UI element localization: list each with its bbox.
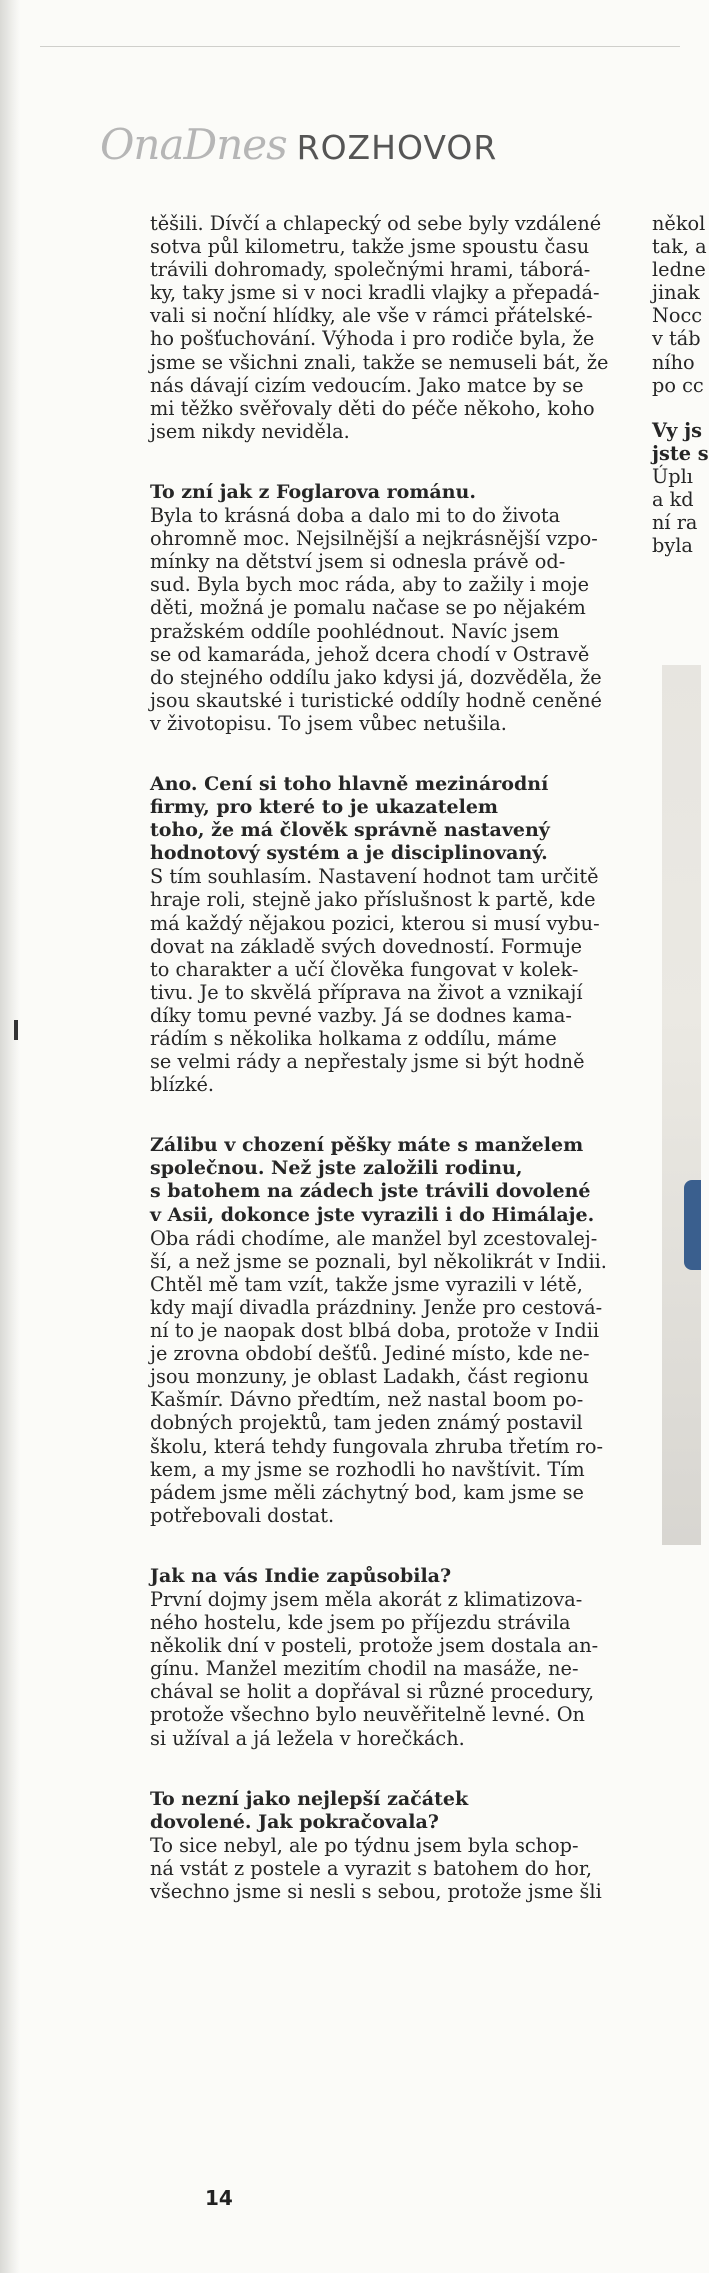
text-line: to charakter a učí člověka fungovat v kolek-: [150, 957, 579, 981]
clipped-text-line: tak, a: [652, 235, 707, 259]
top-rule: [40, 46, 680, 47]
text-line: sud. Byla bych moc ráda, aby to zažily i moje: [150, 573, 590, 597]
text-line: hraje roli, stejně jako příslušnost k partě, kde: [150, 888, 596, 912]
interview-answer: [150, 212, 657, 443]
text-line: jsme se všichni znali, takže se nemuseli bát, že: [150, 350, 609, 374]
interview-question: [150, 481, 657, 504]
text-line: školu, která tehdy fungovala zhruba třetím ro-: [150, 1434, 603, 1458]
text-line: jsou monzuny, je oblast Ladakh, část regionu: [150, 1365, 589, 1389]
text-line: ho pošťuchování. Výhoda i pro rodiče byla, že: [150, 327, 595, 351]
page-header: [100, 120, 497, 180]
text-line: ší, a než jsme se poznali, byl několikrát v Indii.: [150, 1249, 607, 1273]
text-line: Ano. Cení si toho hlavně mezinárodní: [150, 772, 549, 795]
interview-question: [150, 773, 657, 865]
clipped-text-line: a kd: [652, 488, 694, 512]
interview-question: [150, 1134, 657, 1226]
text-line: ná vstát z postele a vyrazit s batohem do hor,: [150, 1856, 593, 1880]
text-line: se od kamaráda, jehož dcera chodí v Ostravě: [150, 642, 590, 666]
interview-answer: [150, 1227, 657, 1527]
text-line: ného hostelu, kde jsem po příjezdu strávila: [150, 1611, 571, 1635]
text-line: pražském oddíle poohlédnout. Navíc jsem: [150, 619, 560, 643]
text-line: Chtěl mě tam vzít, takže jsme vyrazili v létě,: [150, 1272, 583, 1296]
text-line: firmy, pro které to je ukazatelem: [150, 796, 499, 819]
photo-detail: [684, 1180, 701, 1270]
clipped-text-line: byla: [652, 534, 693, 558]
text-line: dovat na základě svých dovedností. Formuje: [150, 934, 583, 958]
clipped-text-line: jinak: [652, 281, 700, 305]
text-line: těšili. Dívčí a chlapecký od sebe byly vzdálené: [150, 212, 602, 235]
text-line: mínky na dětství jsem si odnesla právě od-: [150, 550, 566, 574]
text-line: několik dní v posteli, protože jsem dostala an-: [150, 1634, 599, 1658]
interview-answer: [150, 504, 657, 735]
main-article-column: [150, 212, 657, 1903]
text-line: s batohem na zádech jste trávili dovolené: [150, 1180, 591, 1203]
text-line: Zálibu v chození pěšky máte s manželem: [150, 1134, 584, 1157]
text-line: dovolené. Jak pokračovala?: [150, 1810, 439, 1833]
text-line: vali si noční hlídky, ale vše v rámci přátelské-: [150, 304, 593, 328]
page-binding-shadow: [0, 0, 20, 2273]
text-line: blízké.: [150, 1073, 215, 1097]
text-line: kem, a my jsme se rozhodli ho navštívit. Tím: [150, 1457, 585, 1481]
clipped-text-line: Vy js: [652, 418, 702, 442]
text-line: jsou skautské i turistické oddíly hodně ceněné: [150, 688, 602, 712]
text-line: To nezní jako nejlepší začátek: [150, 1787, 469, 1810]
page-mark: [14, 1020, 18, 1040]
text-line: ní to je naopak dost blbá doba, protože v Indii: [150, 1319, 600, 1343]
interview-answer: [150, 1588, 657, 1750]
text-line: má každý nějakou pozici, kterou si musí vybu-: [150, 911, 600, 935]
text-line: jsem nikdy neviděla.: [150, 419, 350, 443]
clipped-text-line: po cc: [652, 373, 704, 397]
text-line: děti, možná je pomalu načase se po nějakém: [150, 596, 586, 620]
text-line: Kašmír. Dávno předtím, než nastal boom po-: [150, 1388, 584, 1412]
clipped-text-line: ní ra: [652, 511, 698, 535]
clipped-text-line: ního: [652, 350, 695, 374]
text-line: To zní jak z Foglarova románu.: [150, 480, 476, 503]
text-line: je zrovna období dešťů. Jediné místo, kde ne-: [150, 1342, 590, 1366]
text-line: chával se holit a dopřával si různé procedury,: [150, 1680, 595, 1704]
text-line: v Asii, dokonce jste vyrazili i do Himálaje.: [150, 1203, 595, 1226]
clipped-text-line: ledne: [652, 258, 706, 282]
clipped-text-line: v táb: [652, 327, 701, 351]
text-line: S tím souhlasím. Nastavení hodnot tam určitě: [150, 865, 599, 889]
text-line: ky, taky jsme si v noci kradli vlajky a přepadá-: [150, 281, 600, 305]
text-line: hodnotový systém a je disciplinovaný.: [150, 842, 548, 865]
interview-question: [150, 1788, 657, 1834]
article-photo: [662, 665, 701, 1545]
section-title: ROZHOVOR: [296, 128, 498, 167]
text-line: Byla to krásná doba a dalo mi to do života: [150, 504, 561, 528]
text-line: trávili dohromady, společnými hrami, táborá-: [150, 258, 591, 282]
text-line: se velmi rády a nepřestaly jsme si být hodně: [150, 1050, 585, 1074]
text-line: ohromně moc. Nejsilnější a nejkrásnější vzpo-: [150, 527, 598, 551]
text-line: nás dávají cizím vedoucím. Jako matce by se: [150, 373, 584, 397]
clipped-text-line: jste s: [652, 441, 709, 465]
text-line: První dojmy jsem měla akorát z klimatizova-: [150, 1587, 583, 1611]
clipped-text-line: Úplı: [652, 464, 693, 488]
text-line: tivu. Je to skvělá příprava na život a vznikají: [150, 980, 583, 1004]
text-line: pádem jsme měli záchytný bod, kam jsme se: [150, 1480, 584, 1504]
text-line: toho, že má člověk správně nastavený: [150, 819, 550, 842]
text-line: společnou. Než jste založili rodinu,: [150, 1157, 523, 1180]
text-line: všechno jsme si nesli s sebou, protože jsme šli: [150, 1880, 602, 1903]
text-line: dobných projektů, tam jeden známý postavil: [150, 1411, 583, 1435]
text-line: v životopisu. To jsem vůbec netušila.: [150, 711, 507, 735]
interview-question: [150, 1565, 657, 1588]
magazine-logo: OnaDnes: [100, 120, 287, 169]
interview-answer: [150, 1834, 657, 1903]
text-line: rádím s několika holkama z oddílu, máme: [150, 1027, 557, 1050]
text-line: Jak na vás Indie zapůsobila?: [150, 1564, 452, 1587]
text-line: protože všechno bylo neuvěřitelně levné. On: [150, 1703, 585, 1727]
text-line: si užíval a já ležela v horečkách.: [150, 1726, 465, 1750]
text-line: mi těžko svěřovaly děti do péče někoho, koho: [150, 396, 595, 420]
text-line: Oba rádi chodíme, ale manžel byl zcestovalej-: [150, 1226, 598, 1250]
text-line: kdy mají divadla prázdniny. Jenže pro cestová-: [150, 1295, 603, 1319]
clipped-text-line: někol: [652, 212, 706, 235]
text-line: díky tomu pevné vazby. Já se dodnes kama-: [150, 1003, 572, 1027]
text-line: potřebovali dostat.: [150, 1503, 335, 1527]
text-line: gínu. Manžel mezitím chodil na masáže, ne-: [150, 1657, 579, 1681]
text-line: To sice nebyl, ale po týdnu jsem byla schop-: [150, 1833, 579, 1857]
next-column-clipped: [652, 212, 709, 558]
interview-answer: [150, 865, 657, 1096]
clipped-text-line: Nocc: [652, 304, 703, 328]
text-line: sotva půl kilometru, takže jsme spoustu času: [150, 235, 590, 259]
text-line: do stejného oddílu jako kdysi já, dozvěděla, že: [150, 665, 602, 689]
page-number: 14: [205, 2186, 233, 2210]
